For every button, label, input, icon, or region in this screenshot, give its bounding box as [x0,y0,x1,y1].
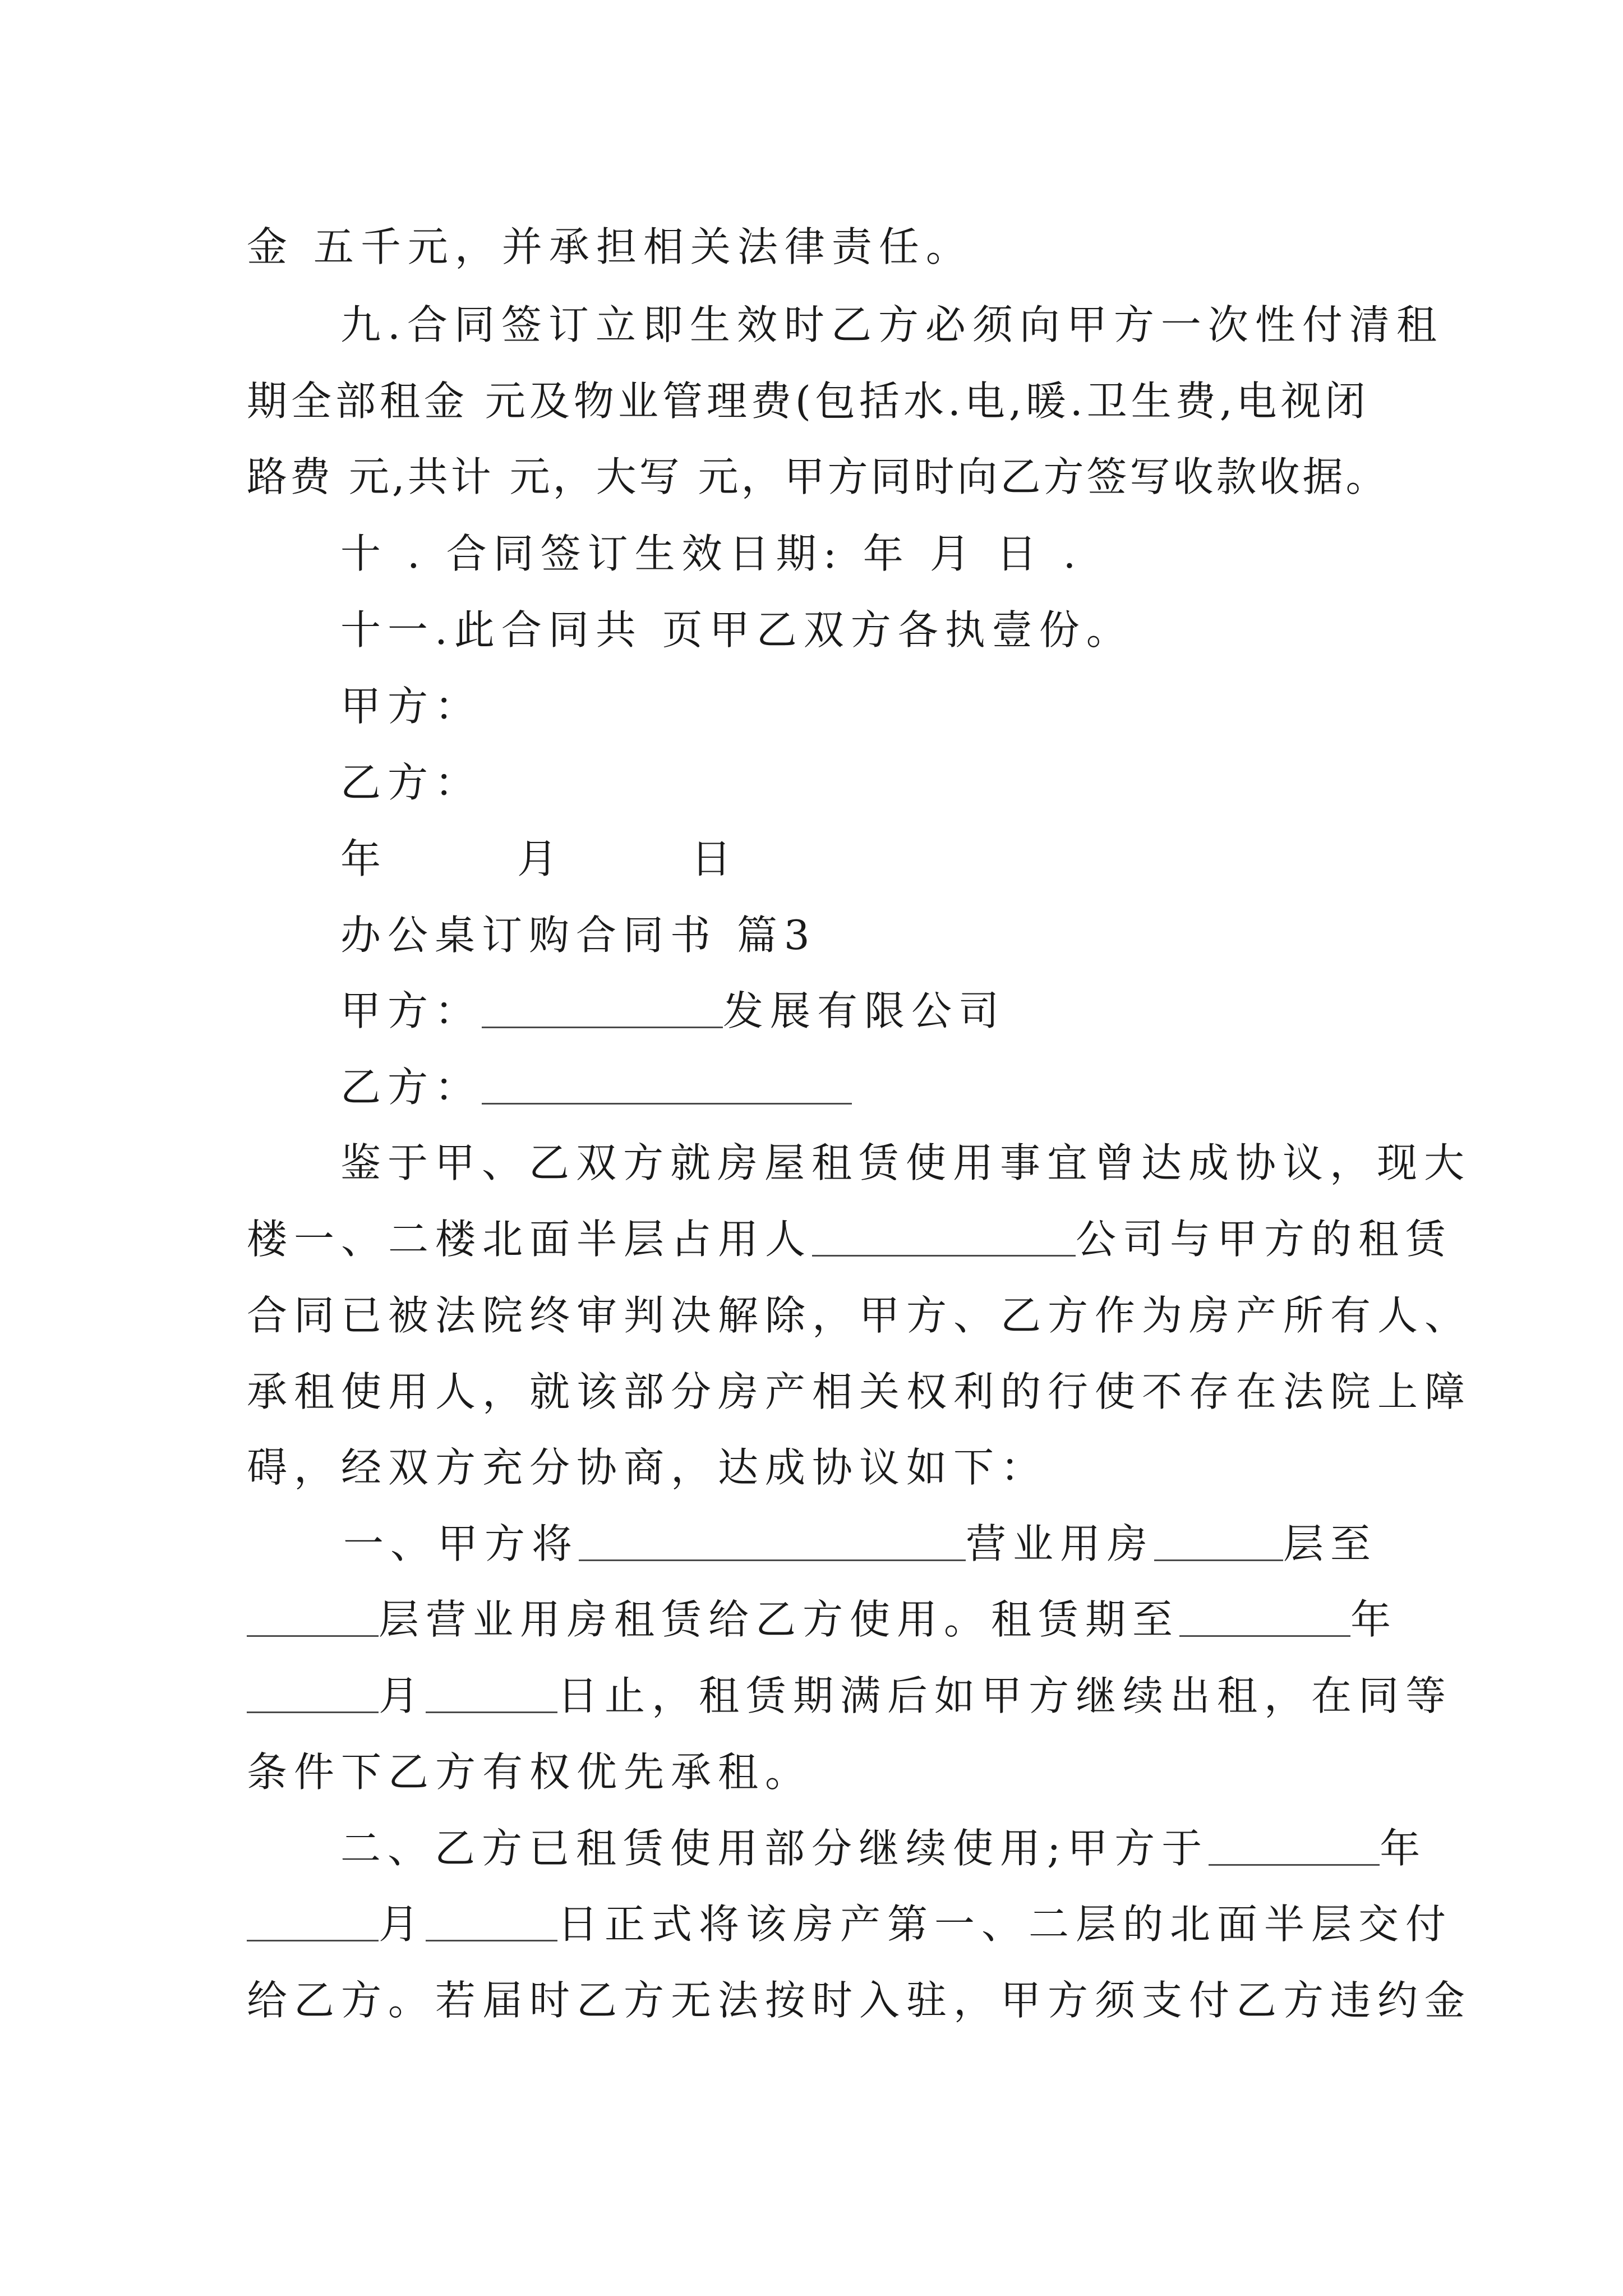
blank-field [247,1595,379,1637]
intro-line-2 [247,1208,1453,1270]
clause-1-line-3 [247,1665,1453,1727]
clause-text: 层至 [1283,1520,1378,1567]
signature-party-a: 甲方： [340,683,482,730]
clause-9-line-3: 路费 元,共计 元，大写 元，甲方同时向乙方签写收款收据。 [247,453,1389,500]
clause-text: 营业用房 [966,1520,1155,1567]
intro-line-3: 合同已被法院终审判决解除，甲方、乙方作为房产所有人、 [247,1292,1472,1339]
intro-line-1: 鉴于甲、乙双方就房屋租赁使用事宜曾达成协议，现大 [340,1139,1472,1186]
blank-field [247,1899,379,1941]
clause-text: 月 [379,1901,426,1948]
clause-9-line-2: 期全部租金 元及物业管理费(包括水.电,暖.卫生费,电视闭 [247,378,1370,425]
party-b-line [340,1056,852,1118]
intro-line-4: 承租使用人，就该部分房产相关权利的行使不存在法院上障 [247,1368,1472,1415]
clause-1-line-4: 条件下乙方有权优先承租。 [247,1749,813,1796]
clause-text: 二、乙方已租赁使用部分继续使用;甲方于 [340,1825,1209,1872]
clause-1-line-1 [343,1513,1377,1575]
blank-field [426,1671,557,1713]
intro-text: 公司与甲方的租赁 [1076,1216,1453,1263]
party-b-label: 乙方： [340,1064,482,1111]
blank-field [247,1671,379,1713]
blank-field [1179,1595,1350,1637]
section-title: 办公桌订购合同书 篇3 [340,912,817,959]
intro-text: 楼一、二楼北面半层占用人 [247,1216,813,1263]
party-a-label: 甲方： [340,987,482,1034]
blank-field [1154,1519,1283,1561]
clause-text: 年 [1380,1825,1427,1872]
clause-2-line-1 [340,1818,1427,1879]
blank-field [426,1899,557,1941]
blank-field [812,1214,1076,1257]
clause-text: 日正式将该房产第一、二层的北面半层交付 [557,1901,1453,1948]
clause-1-line-2 [247,1589,1398,1650]
clause-10: 十 . 合同签订生效日期: 年 月 日 . [340,530,1083,577]
clause-text: 层营业用房租赁给乙方使用。租赁期至 [379,1596,1180,1643]
clause-text: 年 [1350,1596,1398,1643]
clause-2-line-2 [247,1893,1453,1955]
clause-9-line-1: 九.合同签订立即生效时乙方必须向甲方一次性付清租 [340,301,1444,348]
clause-11: 十一.此合同共 页甲乙双方各执壹份。 [340,606,1133,654]
date-month: 月 [517,835,565,882]
date-year: 年 [340,835,388,882]
party-a-line [340,980,1006,1042]
clause-text: 一、甲方将 [343,1520,579,1567]
clause-text: 月 [379,1672,426,1719]
signature-party-b: 乙方： [340,759,482,806]
date-day: 日 [691,835,739,882]
blank-field [482,986,723,1028]
blank-field [1209,1824,1380,1866]
paragraph-line: 金 五千元，并承担相关法律责任。 [247,223,973,270]
intro-line-5: 碍，经双方充分协商，达成协议如下： [247,1444,1048,1491]
blank-field [482,1062,852,1105]
blank-field [579,1519,966,1561]
clause-text: 日止，租赁期满后如甲方继续出租，在同等 [557,1672,1453,1719]
clause-2-line-3: 给乙方。若届时乙方无法按时入驻，甲方须支付乙方违约金 [247,1977,1472,2024]
party-a-suffix: 发展有限公司 [723,987,1006,1034]
